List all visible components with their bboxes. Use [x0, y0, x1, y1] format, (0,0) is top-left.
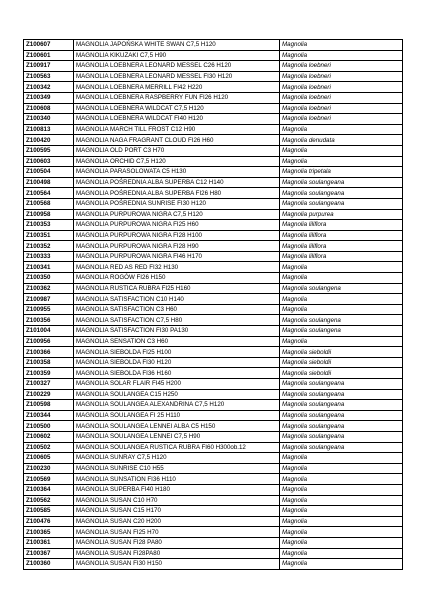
table-row: [24, 61, 403, 72]
table-row: [24, 177, 403, 188]
species-name: Magnolia: [280, 484, 403, 495]
product-name: MAGNOLIA PURPUROWA NIGRA FI25 H60: [74, 220, 280, 231]
table-row: [24, 209, 403, 220]
product-name: MAGNOLIA SENSATION C3 H60: [74, 336, 280, 347]
product-name: MAGNOLIA SUNRISE C10 H55: [74, 463, 280, 474]
product-code: Z100562: [24, 495, 74, 506]
species-name: Magnolia soulangena: [280, 283, 403, 294]
species-name: Magnolia loebneri: [280, 92, 403, 103]
product-code: Z100341: [24, 262, 74, 273]
product-code: Z100958: [24, 209, 74, 220]
product-name: MAGNOLIA SUSAN C20 H200: [74, 516, 280, 527]
species-name: Magnolia soulangeana: [280, 389, 403, 400]
product-code: Z100358: [24, 357, 74, 368]
product-name: MAGNOLIA PURPUROWA NIGRA FI28 H90: [74, 241, 280, 252]
product-name: MAGNOLIA PURPUROWA NIGRA FI28 H100: [74, 230, 280, 241]
species-name: Magnolia sieboldii: [280, 357, 403, 368]
species-name: Magnolia loebneri: [280, 114, 403, 125]
table-row: [24, 103, 403, 114]
product-name: MAGNOLIA LOEBNERA WILDCAT C7,5 H120: [74, 103, 280, 114]
table-row: [24, 347, 403, 358]
table-row: [24, 389, 403, 400]
species-name: Magnolia loebneri: [280, 82, 403, 93]
table-row: [24, 400, 403, 411]
product-name: MAGNOLIA NAGA FRAGRANT CLOUD FI26 H60: [74, 135, 280, 146]
product-name: MAGNOLIA SATISFACTION FI30 PA130: [74, 326, 280, 337]
table-row: [24, 442, 403, 453]
species-name: Magnolia liliflora: [280, 220, 403, 231]
table-row: [24, 304, 403, 315]
species-name: Magnolia liliflora: [280, 241, 403, 252]
product-name: MAGNOLIA SOULANGEA RUSTICA RUBRA FI60 H300ob.12: [74, 442, 280, 453]
species-name: Magnolia: [280, 124, 403, 135]
product-code: Z100364: [24, 484, 74, 495]
table-row: [24, 135, 403, 146]
product-name: MAGNOLIA SOULANGEA LENNEI C7,5 H90: [74, 431, 280, 442]
table-row: [24, 230, 403, 241]
species-name: Magnolia soulangeana: [280, 410, 403, 421]
species-name: Magnolia soulangeana: [280, 431, 403, 442]
product-code: Z100349: [24, 92, 74, 103]
product-name: MAGNOLIA POŚREDNIA ALBA SUPERBA C12 H140: [74, 177, 280, 188]
product-code: Z101004: [24, 326, 74, 337]
product-code: Z100344: [24, 410, 74, 421]
table-row: [24, 548, 403, 559]
species-name: Magnolia denudata: [280, 135, 403, 146]
product-name: MAGNOLIA SUSAN C15 H170: [74, 506, 280, 517]
table-row: [24, 537, 403, 548]
product-code: Z100327: [24, 379, 74, 390]
species-name: Magnolia: [280, 474, 403, 485]
product-name: MAGNOLIA SOULANGEA C15 H250: [74, 389, 280, 400]
species-name: Magnolia: [280, 40, 403, 51]
table-row: [24, 495, 403, 506]
product-code: Z100917: [24, 61, 74, 72]
product-name: MAGNOLIA SIEBOLDA FI25 H100: [74, 347, 280, 358]
species-name: Magnolia loebneri: [280, 71, 403, 82]
product-name: MAGNOLIA SOULANGEA FI 25 H110: [74, 410, 280, 421]
product-name: MAGNOLIA SUSAN C10 H70: [74, 495, 280, 506]
product-code: Z100351: [24, 230, 74, 241]
species-name: Magnolia soulangeana: [280, 177, 403, 188]
product-name: MAGNOLIA PURPUROWA NIGRA C7,5 H120: [74, 209, 280, 220]
product-name: MAGNOLIA SATISFACTION C7,5 H80: [74, 315, 280, 326]
species-name: Magnolia: [280, 50, 403, 61]
product-name: MAGNOLIA POŚREDNIA SUNRISE FI30 H120: [74, 198, 280, 209]
species-name: Magnolia: [280, 453, 403, 464]
species-name: Magnolia sieboldii: [280, 347, 403, 358]
species-name: Magnolia: [280, 294, 403, 305]
species-name: Magnolia: [280, 156, 403, 167]
species-name: Magnolia: [280, 548, 403, 559]
table-row: [24, 92, 403, 103]
product-name: MAGNOLIA RUSTICA RUBRA FI25 H160: [74, 283, 280, 294]
table-row: [24, 410, 403, 421]
product-code: Z100361: [24, 537, 74, 548]
product-table-body: [24, 40, 403, 570]
table-row: [24, 379, 403, 390]
product-code: Z100502: [24, 442, 74, 453]
table-row: [24, 82, 403, 93]
product-code: Z100564: [24, 188, 74, 199]
species-name: Magnolia soulangeana: [280, 198, 403, 209]
product-name: MAGNOLIA RED AS RED FI32 H130: [74, 262, 280, 273]
product-code: Z100342: [24, 82, 74, 93]
table-row: [24, 50, 403, 61]
species-name: Magnolia soulangeana: [280, 442, 403, 453]
species-name: Magnolia: [280, 273, 403, 284]
table-row: [24, 368, 403, 379]
species-name: Magnolia tripetala: [280, 167, 403, 178]
table-row: [24, 40, 403, 51]
table-row: [24, 559, 403, 570]
species-name: Magnolia soulangeana: [280, 400, 403, 411]
species-name: Magnolia: [280, 527, 403, 538]
table-row: [24, 145, 403, 156]
product-code: Z100359: [24, 368, 74, 379]
product-code: Z100366: [24, 347, 74, 358]
species-name: Magnolia loebneri: [280, 103, 403, 114]
product-code: Z100362: [24, 283, 74, 294]
species-name: Magnolia soulangeana: [280, 379, 403, 390]
product-code: Z100367: [24, 548, 74, 559]
species-name: Magnolia: [280, 495, 403, 506]
product-name: MAGNOLIA SIEBOLDA FI30 H120: [74, 357, 280, 368]
table-row: [24, 336, 403, 347]
table-row: [24, 198, 403, 209]
table-row: [24, 453, 403, 464]
product-name: MAGNOLIA SUSAN FI28PA80: [74, 548, 280, 559]
species-name: Magnolia: [280, 506, 403, 517]
product-code: Z100500: [24, 421, 74, 432]
species-name: Magnolia liliflora: [280, 230, 403, 241]
product-name: MAGNOLIA LOEBNERA LEONARD MESSEL C26 H120: [74, 61, 280, 72]
table-row: [24, 431, 403, 442]
table-row: [24, 273, 403, 284]
product-code: Z100607: [24, 40, 74, 51]
product-name: MAGNOLIA SOLAR FLAIR FI45 H200: [74, 379, 280, 390]
table-row: [24, 463, 403, 474]
product-code: Z100585: [24, 506, 74, 517]
product-code: Z100955: [24, 304, 74, 315]
species-name: Magnolia: [280, 559, 403, 570]
table-row: [24, 506, 403, 517]
table-row: [24, 315, 403, 326]
table-row: [24, 283, 403, 294]
product-name: MAGNOLIA SUSAN FI28 PA80: [74, 537, 280, 548]
product-code: Z100230: [24, 463, 74, 474]
product-code: Z100476: [24, 516, 74, 527]
species-name: Magnolia soulangeana: [280, 188, 403, 199]
species-name: Magnolia: [280, 516, 403, 527]
species-name: Magnolia: [280, 537, 403, 548]
product-name: MAGNOLIA SUSAN FI30 H150: [74, 559, 280, 570]
product-code: Z100352: [24, 241, 74, 252]
table-row: [24, 484, 403, 495]
product-name: MAGNOLIA LOEBNERA WILDCAT FI40 H120: [74, 114, 280, 125]
product-name: MAGNOLIA SATISFACTION C10 H140: [74, 294, 280, 305]
product-name: MAGNOLIA PURPUROWA NIGRA FI46 H170: [74, 251, 280, 262]
product-code: Z100595: [24, 145, 74, 156]
product-name: MAGNOLIA OLD PORT C3 H70: [74, 145, 280, 156]
product-code: Z100420: [24, 135, 74, 146]
table-row: [24, 527, 403, 538]
table-row: [24, 167, 403, 178]
species-name: Magnolia sieboldii: [280, 368, 403, 379]
species-name: Magnolia: [280, 336, 403, 347]
product-code: Z100956: [24, 336, 74, 347]
product-code: Z100365: [24, 527, 74, 538]
table-row: [24, 262, 403, 273]
table-row: [24, 156, 403, 167]
product-name: MAGNOLIA LOEBNERA RASPBERRY FUN FI26 H120: [74, 92, 280, 103]
product-code: Z100813: [24, 124, 74, 135]
table-row: [24, 326, 403, 337]
species-name: Magnolia purpurea: [280, 209, 403, 220]
product-code: Z100569: [24, 474, 74, 485]
table-row: [24, 241, 403, 252]
table-row: [24, 124, 403, 135]
species-name: Magnolia soulangeana: [280, 421, 403, 432]
table-row: [24, 421, 403, 432]
product-code: Z100333: [24, 251, 74, 262]
product-name: MAGNOLIA ROGÓW FI26 H150: [74, 273, 280, 284]
product-code: Z100601: [24, 50, 74, 61]
species-name: Magnolia: [280, 304, 403, 315]
product-code: Z100360: [24, 559, 74, 570]
product-name: MAGNOLIA KIKUZAKI C7,5 H90: [74, 50, 280, 61]
species-name: Magnolia: [280, 145, 403, 156]
product-name: MAGNOLIA SIEBOLDA FI36 H160: [74, 368, 280, 379]
product-code: Z100605: [24, 453, 74, 464]
table-row: [24, 251, 403, 262]
species-name: Magnolia: [280, 463, 403, 474]
table-row: [24, 220, 403, 231]
table-row: [24, 294, 403, 305]
catalog-page: [23, 39, 403, 570]
species-name: Magnolia soulangena: [280, 326, 403, 337]
product-code: Z100563: [24, 71, 74, 82]
product-name: MAGNOLIA SATISFACTION C3 H60: [74, 304, 280, 315]
product-name: MAGNOLIA SUPERBA FI40 H180: [74, 484, 280, 495]
product-name: MAGNOLIA ORCHID C7,5 H120: [74, 156, 280, 167]
product-code: Z100568: [24, 198, 74, 209]
product-code: Z100353: [24, 220, 74, 231]
product-code: Z100987: [24, 294, 74, 305]
product-code: Z100356: [24, 315, 74, 326]
species-name: Magnolia soulangena: [280, 315, 403, 326]
product-code: Z100598: [24, 400, 74, 411]
product-name: MAGNOLIA SUSAN FI25 H70: [74, 527, 280, 538]
table-row: [24, 114, 403, 125]
table-row: [24, 71, 403, 82]
product-code: Z100498: [24, 177, 74, 188]
product-code: Z100229: [24, 389, 74, 400]
table-row: [24, 516, 403, 527]
product-code: Z100340: [24, 114, 74, 125]
product-code: Z100504: [24, 167, 74, 178]
table-row: [24, 474, 403, 485]
product-code: Z100602: [24, 431, 74, 442]
product-name: MAGNOLIA PARASOLOWATA C5 H130: [74, 167, 280, 178]
product-name: MAGNOLIA LOEBNERA LEONARD MESSEL FI30 H120: [74, 71, 280, 82]
product-name: MAGNOLIA SUNRAY C7,5 H120: [74, 453, 280, 464]
product-name: MAGNOLIA SOULANGEA LENNEI ALBA C5 H150: [74, 421, 280, 432]
product-code: Z100608: [24, 103, 74, 114]
product-name: MAGNOLIA MARCH TILL FROST C12 H90: [74, 124, 280, 135]
product-name: MAGNOLIA JAPOŃSKA WHITE SWAN C7,5 H120: [74, 40, 280, 51]
product-table: [23, 39, 403, 570]
table-row: [24, 357, 403, 368]
species-name: Magnolia loebneri: [280, 61, 403, 72]
product-name: MAGNOLIA POŚREDNIA ALBA SUPERBA FI26 H80: [74, 188, 280, 199]
product-code: Z100603: [24, 156, 74, 167]
species-name: Magnolia: [280, 262, 403, 273]
product-name: MAGNOLIA SOULANGEA ALEXANDRINA C7,5 H120: [74, 400, 280, 411]
product-code: Z100350: [24, 273, 74, 284]
product-name: MAGNOLIA SUNSATION FI36 H110: [74, 474, 280, 485]
product-name: MAGNOLIA LOEBNERA MERRILL FI42 H220: [74, 82, 280, 93]
table-row: [24, 188, 403, 199]
species-name: Magnolia liliflora: [280, 251, 403, 262]
